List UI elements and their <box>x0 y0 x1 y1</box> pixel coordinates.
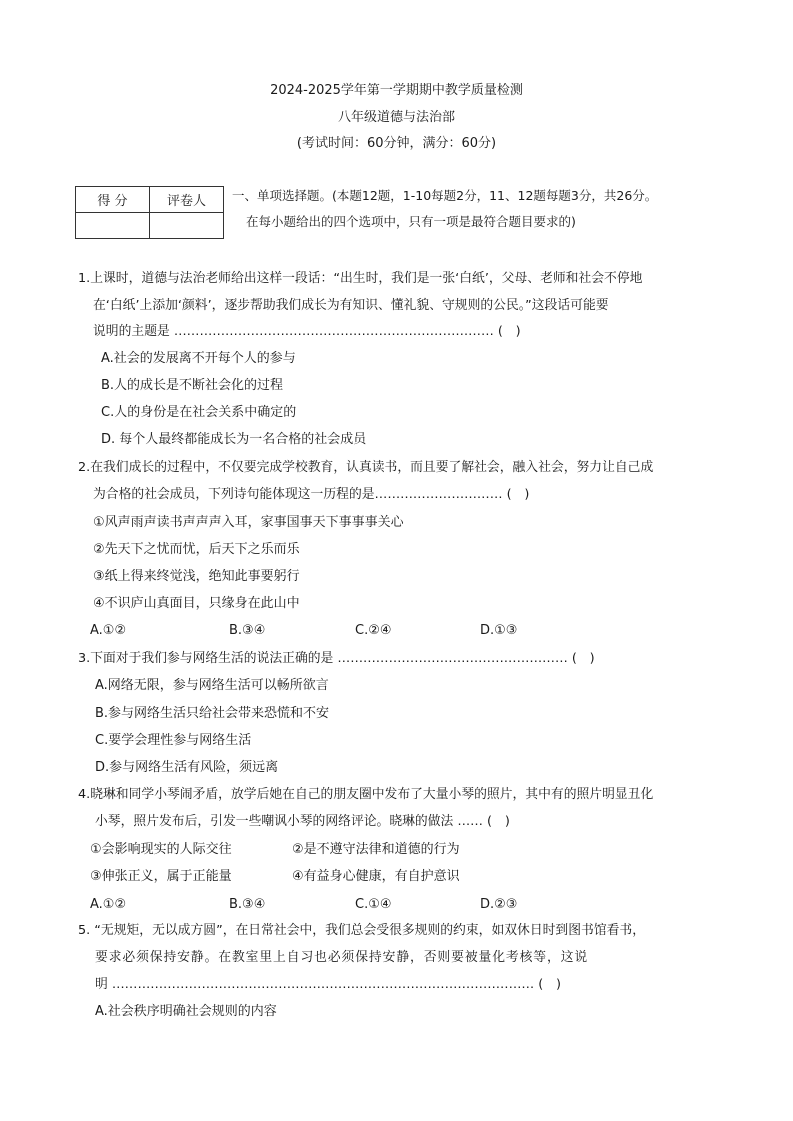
question-5-line-1: 5. “无规矩，无以成方圆”，在日常社会中，我们总会受很多规则的约束，如双休日时到图书馆看书， <box>78 923 646 938</box>
question-3-option-b: B.参与网络生活只给社会带来恐慌和不安 <box>95 706 330 721</box>
question-4-statement-3: ③伸张正义，属于正能量 <box>90 869 232 884</box>
question-4-option-c: C.①④ <box>355 897 392 912</box>
question-1-line-3: 说明的主题是 ………………………………………………………………… ( ) <box>93 324 521 339</box>
grader-header: 评卷人 <box>150 187 224 213</box>
question-1-line-2: 在‘白纸’上添加‘颜料’，逐步帮助我们成长为有知识、懂礼貌、守规则的公民。”这段话可能要 <box>93 298 609 313</box>
question-4-option-a: A.①② <box>90 897 127 912</box>
question-4-statement-4: ④有益身心健康，有自护意识 <box>292 869 460 884</box>
question-4-statement-1: ①会影响现实的人际交往 <box>90 842 232 857</box>
question-1-option-c: C.人的身份是在社会关系中确定的 <box>101 405 297 420</box>
question-2-option-a: A.①② <box>90 623 127 638</box>
question-4-option-b: B.③④ <box>229 897 266 912</box>
section-instruction: 在每小题给出的四个选项中，只有一项是最符合题目要求的) <box>246 214 576 229</box>
question-2-statement-1: ①风声雨声读书声声声入耳，家事国事天下事事事关心 <box>93 515 404 530</box>
question-2-statement-3: ③纸上得来终觉浅，绝知此事要躬行 <box>93 569 300 584</box>
exam-title: 2024-2025学年第一学期期中教学质量检测 <box>270 83 523 98</box>
question-1-option-d: D. 每个人最终都能成长为一名合格的社会成员 <box>101 432 367 447</box>
question-2-statement-4: ④不识庐山真面目，只缘身在此山中 <box>93 596 300 611</box>
score-table <box>75 186 224 239</box>
exam-info: (考试时间：60分钟，满分：60分) <box>296 136 497 151</box>
question-2-option-d: D.①③ <box>480 623 518 638</box>
question-3-line-1: 3.下面对于我们参与网络生活的说法正确的是 ……………………………………………… ( ) <box>78 651 595 666</box>
question-2-line-1: 2.在我们成长的过程中，不仅要完成学校教育，认真读书，而且要了解社会，融入社会，努力让自己成 <box>78 460 654 475</box>
question-2-statement-2: ②先天下之忧而忧，后天下之乐而乐 <box>93 542 300 557</box>
grader-cell <box>150 213 224 239</box>
question-1-option-a: A.社会的发展离不开每个人的参与 <box>101 351 296 366</box>
question-3-option-a: A.网络无限，参与网络生活可以畅所欲言 <box>95 678 329 693</box>
section-heading: 一、单项选择题。(本题12题，1-10每题2分，11、12题每题3分，共26分。 <box>232 188 658 203</box>
question-5-line-3: 明 ……………………………………………………………………………………… ( ) <box>95 977 562 992</box>
question-4-line-2: 小琴，照片发布后，引发一些嘲讽小琴的网络评论。晓琳的做法 …… ( ) <box>95 814 510 829</box>
question-2-line-2: 为合格的社会成员，下列诗句能体现这一历程的是………………………… ( ) <box>93 487 530 502</box>
question-4-option-d: D.②③ <box>480 897 518 912</box>
score-header: 得 分 <box>76 187 150 213</box>
question-3-option-c: C.要学会理性参与网络生活 <box>95 733 252 748</box>
question-5-line-2: 要求必须保持安静。在教室里上自习也必须保持安静，否则要被量化考核等，这说 <box>95 950 589 965</box>
question-1-option-b: B.人的成长是不断社会化的过程 <box>101 378 284 393</box>
question-2-option-b: B.③④ <box>229 623 266 638</box>
question-2-option-c: C.②④ <box>355 623 392 638</box>
question-4-statement-2: ②是不遵守法律和道德的行为 <box>292 842 460 857</box>
question-4-line-1: 4.晓琳和同学小琴闹矛盾，放学后她在自己的朋友圈中发布了大量小琴的照片，其中有的照片明显丑化 <box>78 787 654 802</box>
score-cell <box>76 213 150 239</box>
question-1-line-1: 1.上课时，道德与法治老师给出这样一段话：“出生时，我们是一张‘白纸’，父母、老师和社会不停地 <box>78 271 643 286</box>
question-3-option-d: D.参与网络生活有风险，须远离 <box>95 760 279 775</box>
question-5-option-a: A.社会秩序明确社会规则的内容 <box>95 1004 277 1019</box>
exam-subject: 八年级道德与法治部 <box>337 110 455 125</box>
